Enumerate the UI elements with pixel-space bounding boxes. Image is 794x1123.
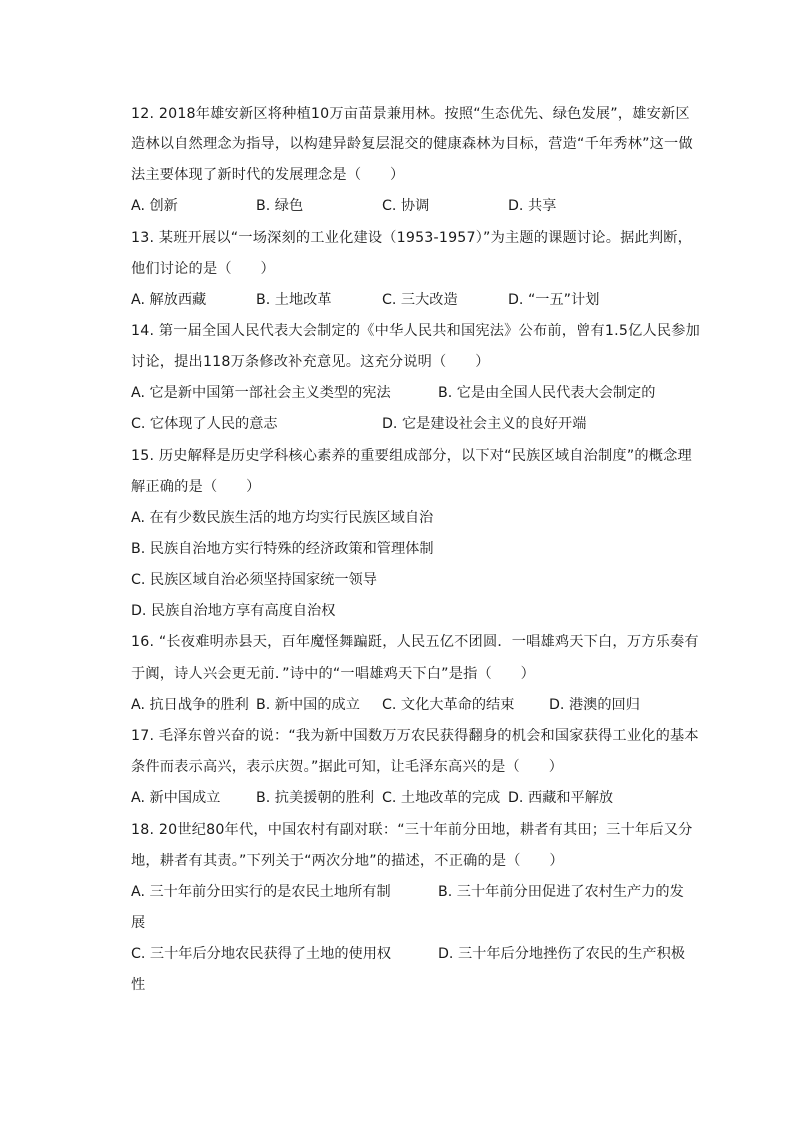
question-text: 17. 毛泽东曾兴奋的说：“我为新中国数万万农民获得翻身的机会和国家获得工业化的基本 [131, 728, 699, 744]
option-b-continued: 展 [131, 915, 146, 931]
option-a: A. 三十年前分田实行的是农民土地所有制 [131, 884, 391, 900]
option-c: C. 文化大革命的结束 [382, 697, 515, 713]
option-c: C. 它体现了人民的意志 [131, 416, 278, 432]
option-b: B. 三十年前分田促进了农村生产力的发 [438, 884, 684, 900]
question-text: 地，耕者有其责。”下列关于“两次分地”的描述，不正确的是（ ） [131, 853, 564, 869]
question-text: 法主要体现了新时代的发展理念是（ ） [131, 167, 405, 183]
question-text: 造林以自然理念为指导，以构建异龄复层混交的健康森林为目标，营造“千年秀林”这一做 [131, 136, 693, 152]
option-a: A. 抗日战争的胜利 [131, 697, 249, 713]
question-text: 12. 2018年雄安新区将种植10万亩苗景兼用林。按照“生态优先、绿色发展”，雄安新区 [131, 106, 690, 122]
option-a: A. 解放西藏 [131, 292, 207, 308]
option-d: D. 共享 [508, 198, 557, 214]
option-d: D. 西藏和平解放 [508, 790, 614, 806]
option-a: A. 新中国成立 [131, 790, 221, 806]
option-b: B. 绿色 [256, 198, 304, 214]
option-c: C. 三大改造 [382, 292, 458, 308]
option-b: B. 民族自治地方实行特殊的经济政策和管理体制 [131, 541, 434, 557]
option-b: B. 抗美援朝的胜利 [256, 790, 375, 806]
question-text: 16. “长夜难明赤县天，百年魔怪舞蹁跹，人民五亿不团圆．一唱雄鸡天下白，万方乐奏有 [131, 634, 699, 650]
option-d: D. 三十年后分地挫伤了农民的生产积极 [438, 946, 685, 962]
option-d: D. 它是建设社会主义的良好开端 [382, 416, 587, 432]
question-text: 14. 第一届全国人民代表大会制定的《中华人民共和国宪法》公布前，曾有1.5亿人民参加 [131, 323, 700, 339]
option-c: C. 民族区域自治必须坚持国家统一领导 [131, 572, 377, 588]
question-text: 18. 20世纪80年代，中国农村有副对联：“三十年前分田地，耕者有其田；三十年后又分 [131, 822, 693, 838]
question-text: 条件而表示高兴，表示庆贺。”据此可知，让毛泽东高兴的是（ ） [131, 759, 564, 775]
option-c: C. 三十年后分地农民获得了土地的使用权 [131, 946, 392, 962]
option-c: C. 土地改革的完成 [382, 790, 501, 806]
option-c: C. 协调 [382, 198, 430, 214]
question-text: 13. 某班开展以“一场深刻的工业化建设（1953-1957）”为主题的课题讨论。据此判断， [131, 230, 693, 246]
question-text: 他们讨论的是（ ） [131, 261, 275, 277]
question-text: 15. 历史解释是历史学科核心素养的重要组成部分，以下对“民族区域自治制度”的概念理 [131, 448, 692, 464]
option-d: D. 港澳的回归 [549, 697, 640, 713]
option-a: A. 创新 [131, 198, 178, 214]
question-text: 讨论，提出118万条修改补充意见。这充分说明（ ） [131, 354, 490, 370]
option-b: B. 新中国的成立 [256, 697, 360, 713]
option-a: A. 在有少数民族生活的地方均实行民族区域自治 [131, 510, 434, 526]
option-b: B. 土地改革 [256, 292, 332, 308]
option-d-continued: 性 [131, 977, 146, 993]
option-d: D. “一五”计划 [508, 292, 600, 308]
option-b: B. 它是由全国人民代表大会制定的 [438, 385, 656, 401]
option-a: A. 它是新中国第一部社会主义类型的宪法 [131, 385, 391, 401]
question-text: 于阗，诗人兴会更无前．”诗中的“一唱雄鸡天下白”是指（ ） [131, 666, 536, 682]
question-text: 解正确的是（ ） [131, 479, 261, 495]
option-d: D. 民族自治地方享有高度自治权 [131, 603, 336, 619]
